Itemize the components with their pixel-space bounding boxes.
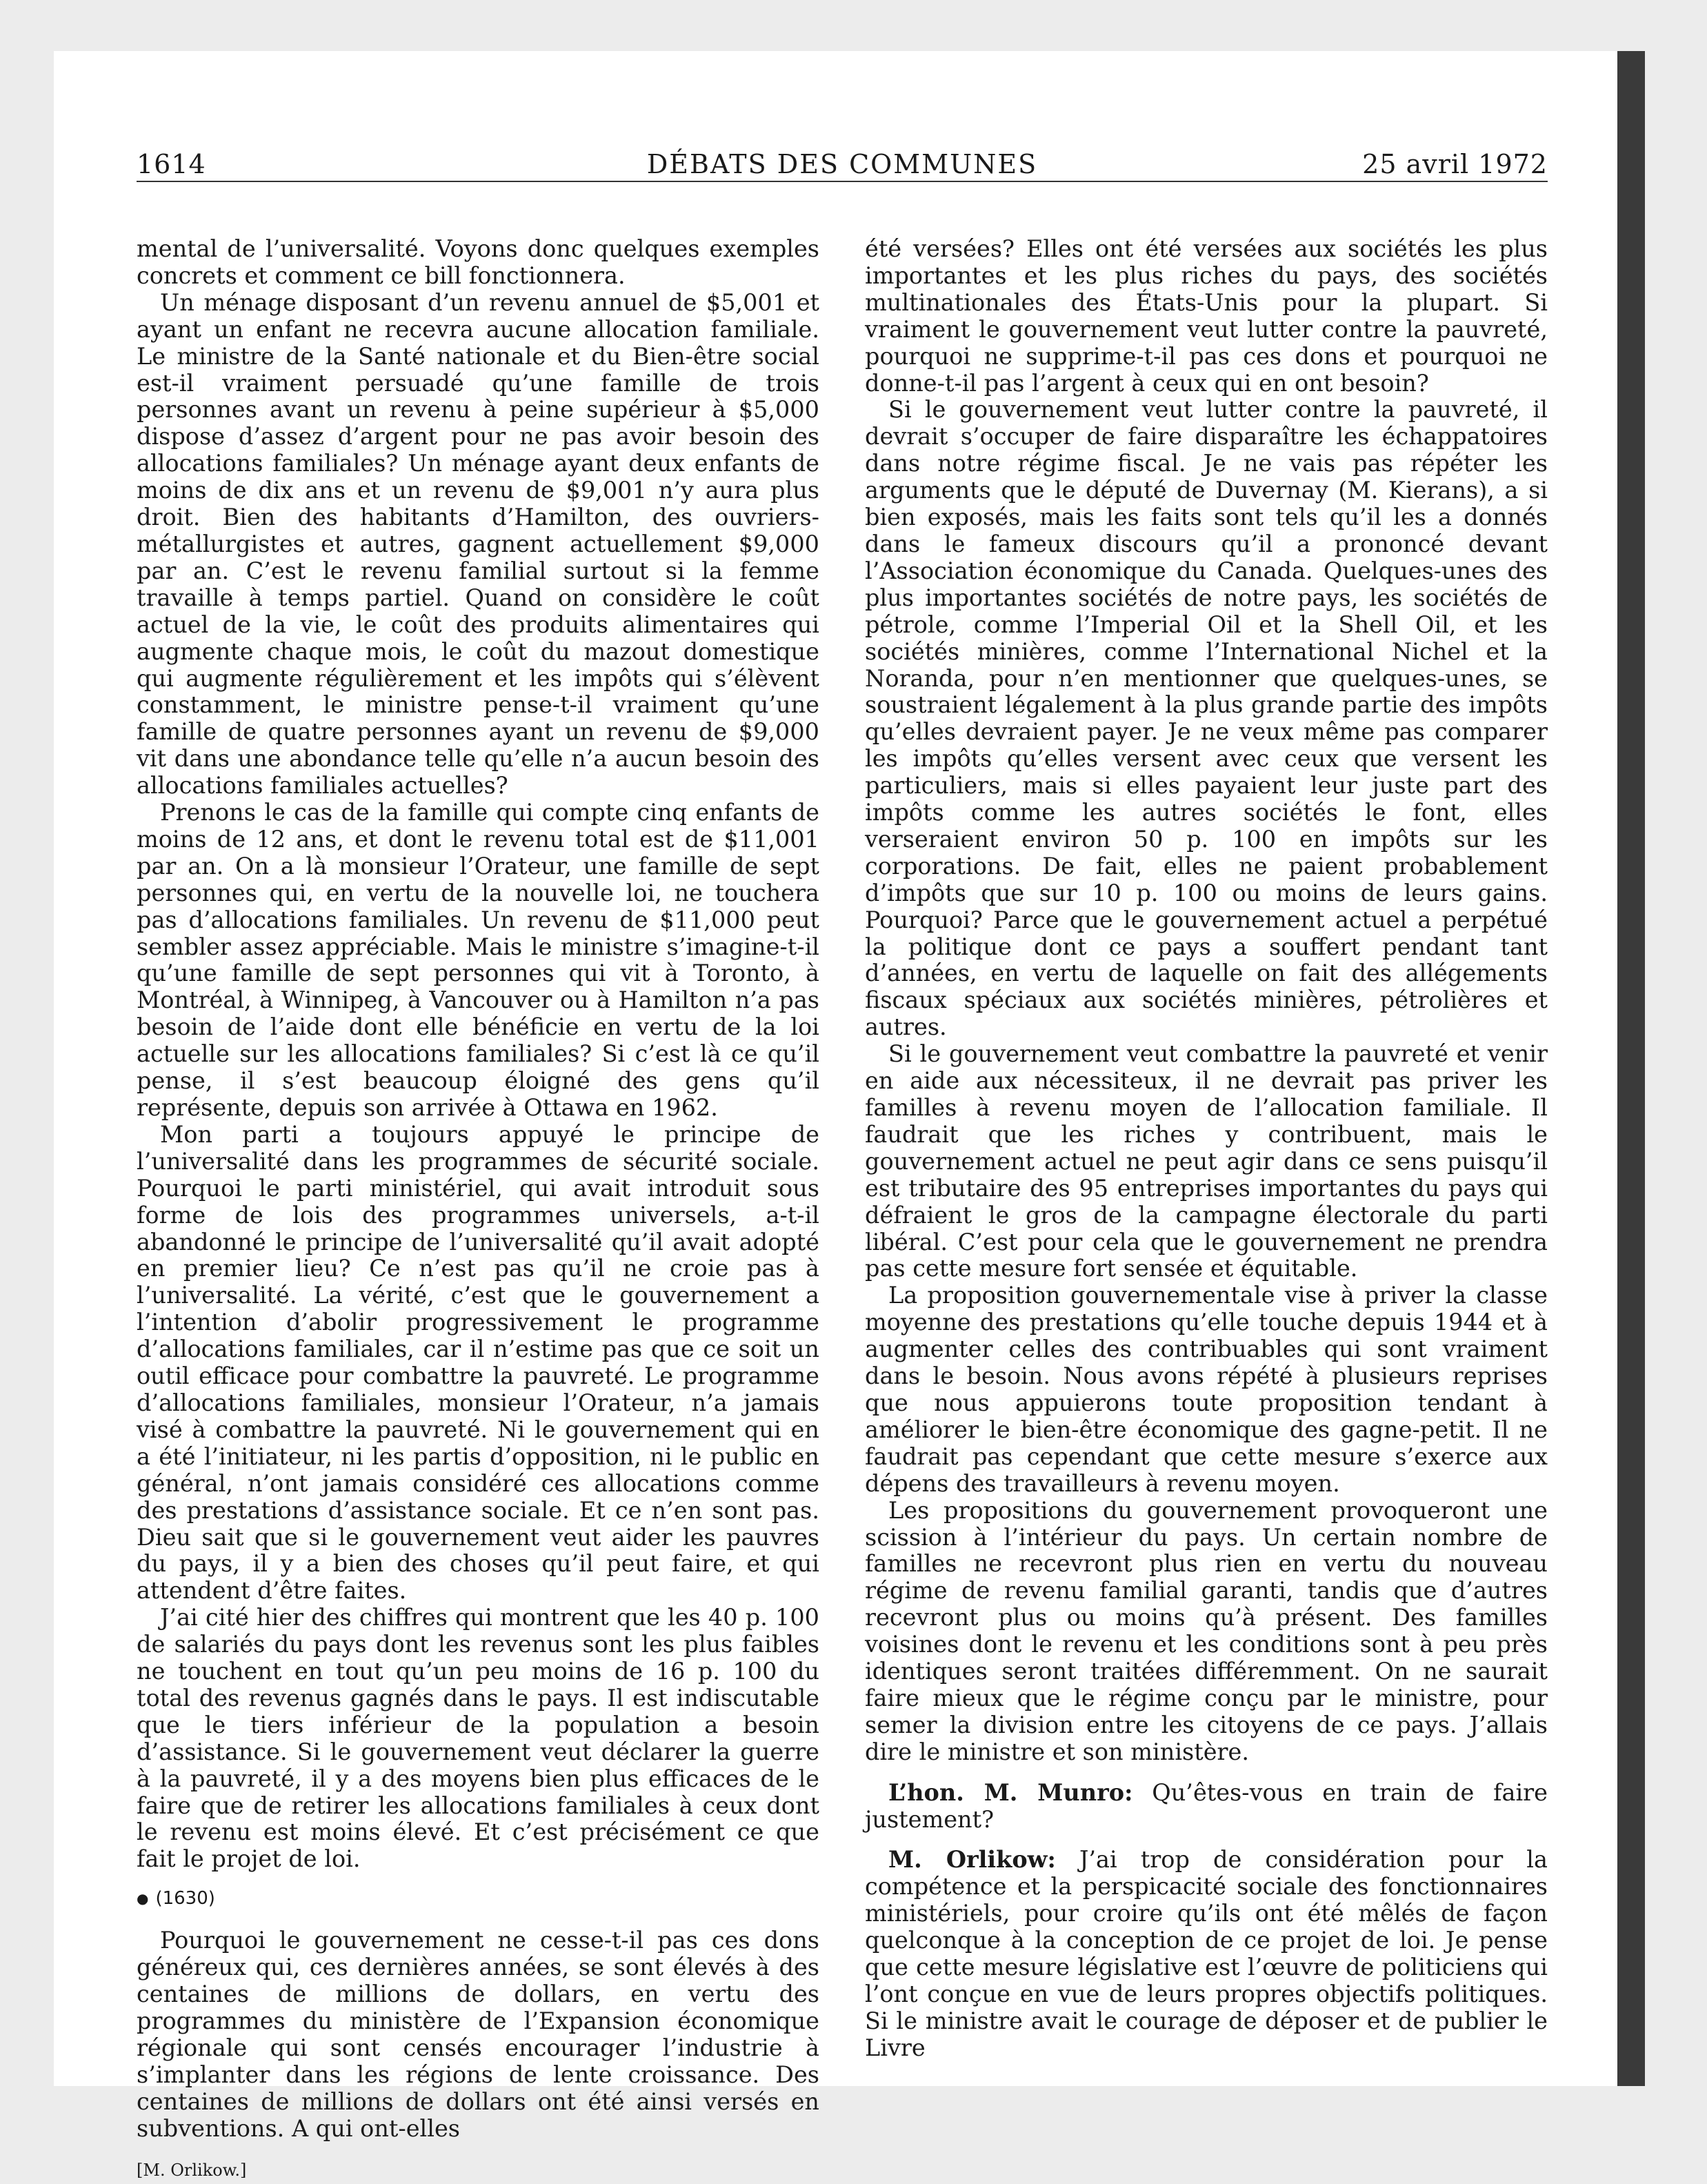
- time-marker-text: (1630): [155, 1888, 215, 1909]
- speaker-name: L’hon. M. Munro:: [888, 1778, 1133, 1806]
- publication-date: 25 avril 1972: [1362, 149, 1548, 179]
- speaker-entry-orlikow: [865, 1847, 1548, 2061]
- scan-edge-bar: [1617, 51, 1645, 2086]
- paragraph: J’ai cité hier des chiffres qui montrent que les 40 p. 100 de salariés du pays dont les revenus sont les plus faibles ne touchent en tout qu’un peu moins de 16 p. 100 du total des revenus gagnés dans le pays. Il est indiscutable que le tiers inférieur de la population a besoin d’assistance. Si le gouvernement veut déclarer la guerre à la pauvreté, il y a des moyens bien plus efficaces de le faire que de retirer les allocations familiales à ceux dont le revenu est moins élevé. Et c’est précisément ce que fait le projet de loi.: [137, 1604, 819, 1873]
- page-header: [137, 149, 1548, 183]
- paragraph: Pourquoi le gouvernement ne cesse-t-il pas ces dons généreux qui, ces dernières années, se sont élevés à des centaines de millions de dollars, en vertu des programmes du ministère de l’Expansion économique régionale qui sont censés encourager l’industrie à s’implanter dans les régions de lente croissance. Des centaines de millions de dollars ont été ainsi versés en subventions. A qui ont-elles: [137, 1927, 819, 2142]
- header-rule: [137, 181, 1548, 182]
- paragraph: été versées? Elles ont été versées aux sociétés les plus importantes et les plus riches du pays, des sociétés multinationales des États-Unis pour la plupart. Si vraiment le gouvernement veut lutter contre la pauvreté, pourquoi ne supprime-t-il pas ces dons et pourquoi ne donne-t-il pas l’argent à ceux qui en ont besoin?: [865, 235, 1548, 397]
- bullet-icon: ●: [137, 1890, 149, 1907]
- paragraph: mental de l’universalité. Voyons donc quelques exemples concrets et comment ce bill fonctionnera.: [137, 235, 819, 289]
- speaker-name: M. Orlikow:: [888, 1846, 1056, 1874]
- paragraph: Les propositions du gouvernement provoqueront une scission à l’intérieur du pays. Un certain nombre de familles ne recevront plus rien en vertu du nouveau régime de revenu familial garanti, tandis que d’autres recevront plus ou moins qu’à présent. Des familles voisines dont le revenu et les conditions sont à peu près identiques seront traitées différemment. On ne saurait faire mieux que le régime conçu par le ministre, pour semer la division entre les citoyens de ce pays. J’allais dire le ministre et son ministère.: [865, 1496, 1548, 1765]
- right-column: [865, 236, 1548, 2062]
- time-marker: [137, 1885, 819, 1912]
- paragraph: Un ménage disposant d’un revenu annuel de $5,001 et ayant un enfant ne recevra aucune allocation familiale. Le ministre de la Santé nationale et du Bien-être social est-il vraiment persuadé qu’une famille de trois personnes avant un revenu à peine supérieur à $5,000 dispose d’assez d’argent pour ne pas avoir besoin des allocations familiales? Un ménage ayant deux enfants de moins de dix ans et un revenu de $9,001 n’y aura plus droit. Bien des habitants d’Hamilton, des ouvriers-métallurgistes et autres, gagnent actuellement $9,000 par an. C’est le revenu familial surtout si la femme travaille à temps partiel. Quand on considère le coût actuel de la vie, le coût des produits alimentaires qui augmente chaque mois, le coût du mazout domestique qui augmente régulièrement et les impôts qui s’élèvent constamment, le ministre pense-t-il vraiment qu’une famille de quatre personnes ayant un revenu de $9,000 vit dans une abondance telle qu’elle n’a aucun besoin des allocations familiales actuelles?: [137, 288, 819, 800]
- speaker-footnote: [M. Orlikow.]: [137, 2161, 247, 2181]
- speaker-entry-munro: [865, 1780, 1548, 1834]
- publication-title: DÉBATS DES COMMUNES: [646, 149, 1038, 179]
- paragraph: Mon parti a toujours appuyé le principe de l’universalité dans les programmes de sécurité sociale. Pourquoi le parti ministériel, qui avait introduit sous forme de lois des programmes universels, a-t-il abandonné le principe de l’universalité qu’il avait adopté en premier lieu? Ce n’est pas qu’il ne croie pas à l’universalité. La vérité, c’est que le gouvernement a l’intention d’abolir progressivement le programme d’allocations familiales, car il n’estime pas que ce soit un outil efficace pour combattre la pauvreté. Le programme d’allocations familiales, monsieur l’Orateur, n’a jamais visé à combattre la pauvreté. Ni le gouvernement qui en a été l’initiateur, ni les partis d’opposition, ni le public en général, n’ont jamais considéré ces allocations comme des prestations d’assistance sociale. Et ce n’en sont pas. Dieu sait que si le gouvernement veut aider les pauvres du pays, il y a bien des choses qu’il peut faire, et qui attendent d’être faites.: [137, 1120, 819, 1605]
- paragraph: Si le gouvernement veut combattre la pauvreté et venir en aide aux nécessiteux, il ne devrait pas priver les familles à revenu moyen de l’allocation familiale. Il faudrait que les riches y contribuent, mais le gouvernement actuel ne peut agir dans ce sens puisqu’il est tributaire des 95 entreprises importantes du pays qui défraient le gros de la campagne électorale du parti libéral. C’est pour cela que le gouvernement ne prendra pas cette mesure fort sensée et équitable.: [865, 1040, 1548, 1282]
- paragraph: Si le gouvernement veut lutter contre la pauvreté, il devrait s’occuper de faire disparaître les échappatoires dans notre régime fiscal. Je ne vais pas répéter les arguments que le député de Duvernay (M. Kierans), a si bien exposés, mais les faits sont tels qu’il les a donnés dans le fameux discours qu’il a prononcé devant l’Association économique du Canada. Quelques-unes des plus importantes sociétés de notre pays, les sociétés de pétrole, comme l’Imperial Oil et la Shell Oil, et les sociétés minières, comme l’International Nichel et la Noranda, pour n’en mentionner que quelques-unes, se soustraient légalement à la plus grande partie des impôts qu’elles devraient payer. Je ne veux même pas comparer les impôts qu’elles versent avec ceux que versent les particuliers, mais si elles payaient leur juste part des impôts comme les autres sociétés le font, elles verseraient environ 50 p. 100 en impôts sur les corporations. De fait, elles ne paient probablement d’impôts que sur 10 p. 100 ou moins de leurs gains. Pourquoi? Parce que le gouvernement actuel a perpétué la politique dont ce pays a souffert pendant tant d’années, en vertu de laquelle on fait des allégements fiscaux spéciaux aux sociétés minières, pétrolières et autres.: [865, 396, 1548, 1041]
- page-number: 1614: [137, 149, 206, 179]
- speaker-text: J’ai trop de considération pour la compétence et la perspicacité sociale des fonctionnaires ministériels, pour croire qu’ils ont été mêlés de façon quelconque à la conception de ce projet de loi. Je pense que cette mesure législative est l’œuvre de politiciens qui l’ont conçue en vue de leurs propres objectifs politiques. Si le ministre avait le courage de déposer et de publier le Livre: [865, 1846, 1548, 2061]
- left-column: [137, 236, 819, 2184]
- paragraph: La proposition gouvernementale vise à priver la classe moyenne des prestations qu’elle touche depuis 1944 et à augmenter celles des contribuables qui sont vraiment dans le besoin. Nous avons répété à plusieurs reprises que nous appuierons toute proposition tendant à améliorer le bien-être économique des gagne-petit. Il ne faudrait pas cependant que cette mesure s’exerce aux dépens des travailleurs à revenu moyen.: [865, 1282, 1548, 1497]
- paragraph: Prenons le cas de la famille qui compte cinq enfants de moins de 12 ans, et dont le revenu total est de $11,001 par an. On a là monsieur l’Orateur, une famille de sept personnes qui, en vertu de la nouvelle loi, ne touchera pas d’allocations familiales. Un revenu de $11,000 peut sembler assez appréciable. Mais le ministre s’imagine-t-il qu’une famille de sept personnes qui vit à Toronto, à Montréal, à Winnipeg, à Vancouver ou à Hamilton n’a pas besoin de l’aide dont elle bénéficie en vertu de la loi actuelle sur les allocations familiales? Si c’est là ce qu’il pense, il s’est beaucoup éloigné des gens qu’il représente, depuis son arrivée à Ottawa en 1962.: [137, 799, 819, 1121]
- speaker-text: Qu’êtes-vous en train de faire justement?: [865, 1778, 1548, 1833]
